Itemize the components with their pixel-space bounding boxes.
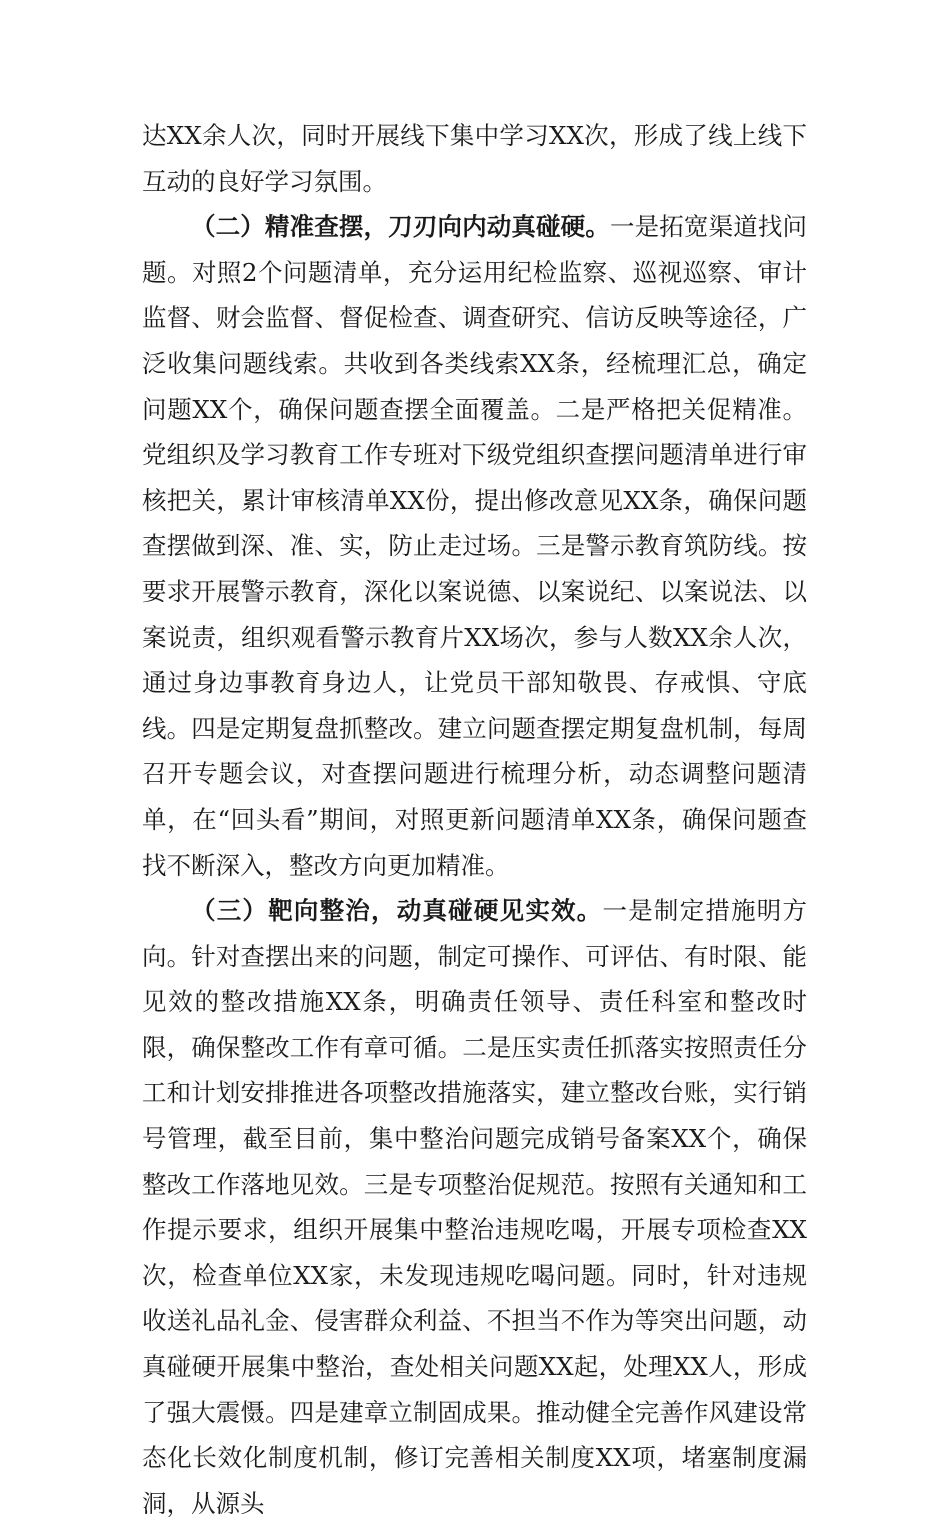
paragraph-section-3 [142,888,807,1526]
section-heading: （三）靶向整治，动真碰硬见实效。 [191,896,603,926]
paragraph-continuation [142,113,807,204]
paragraph-text: 一是制定措施明方向。针对查摆出来的问题，制定可操作、可评估、有时限、能见效的整改措施XX条，明确责任领导、责任科室和整改时限，确保整改工作有章可循。二是压实责任抓落实按照责任分工和计划安排推进各项整改措施落实，建立整改台账，实行销号管理，截至目前，集中整治问题完成销号备案XX个，确保整改工作落地见效。三是专项整治促规范。按照有关通知和工作提示要求，组织开展集中整治违规吃喝，开展专项检查XX次，检查单位XX家，未发现违规吃喝问题。同时，针对违规收送礼品礼金、侵害群众利益、不担当不作为等突出问题，动真碰硬开展集中整治，查处相关问题XX起，处理XX人，形成了强大震慑。四是建章立制固成果。推动健全完善作风建设常态化长效化制度机制，修订完善相关制度XX项，堵塞制度漏洞，从源头 [142,896,808,1518]
paragraph-text: 达XX余人次，同时开展线下集中学习XX次，形成了线上线下互动的良好学习氛围。 [142,121,807,196]
paragraph-text: 一是拓宽渠道找问题。对照2个问题清单，充分运用纪检监察、巡视巡察、审计监督、财会监督、督促检查、调查研究、信访反映等途径，广泛收集问题线索。共收到各类线索XX条，经梳理汇总，确定问题XX个，确保问题查摆全面覆盖。二是严格把关促精准。党组织及学习教育工作专班对下级党组织查摆问题清单进行审核把关，累计审核清单XX份，提出修改意见XX条，确保问题查摆做到深、准、实，防止走过场。三是警示教育筑防线。按要求开展警示教育，深化以案说德、以案说纪、以案说法、以案说责，组织观看警示教育片XX场次，参与人数XX余人次，通过身边事教育身边人，让党员干部知敬畏、存戒惧、守底线。四是定期复盘抓整改。建立问题查摆定期复盘机制，每周召开专题会议，对查摆问题进行梳理分析，动态调整问题清单，在“回头看”期间，对照更新问题清单XX条，确保问题查找不断深入，整改方向更加精准。 [142,212,808,880]
paragraph-section-2 [142,204,807,888]
document-body [142,113,807,1526]
section-heading: （二）精准查摆，刀刃向内动真碰硬。 [191,212,610,242]
